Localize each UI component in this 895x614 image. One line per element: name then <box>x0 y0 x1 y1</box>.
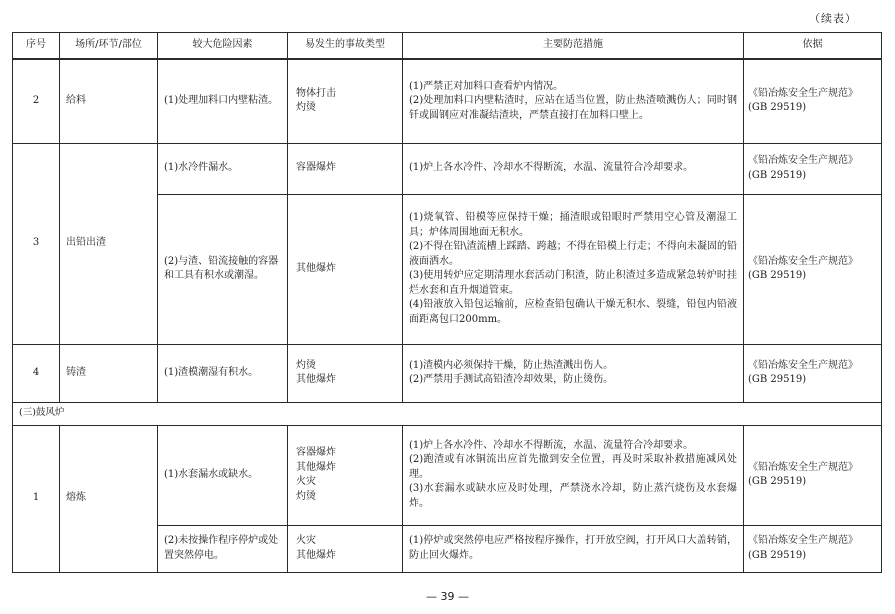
row-basis: 《铅冶炼安全生产规范》(GB 29519) <box>744 194 882 344</box>
measure-item: (3)使用转炉应定期清理水套活动门积渣，防止积渣过多造成紧急转炉时挂烂水套和直升烟道管束。 <box>409 270 737 296</box>
row-measures <box>403 344 744 402</box>
row-measures <box>403 143 744 194</box>
table-header-row <box>13 33 882 60</box>
row-accident <box>288 59 403 143</box>
header-accident: 易发生的事故类型 <box>288 33 403 60</box>
measure-item: (4)铅液放入铅包运输前，应检查铅包确认干燥无积水、裂缝，铅包内铅液面距离包口200mm。 <box>409 299 737 325</box>
measure-item: (2)严禁用手测试高铅渣冷却效果，防止烫伤。 <box>409 374 614 385</box>
accident-type: 其他爆炸 <box>296 262 336 274</box>
row-measures <box>403 59 744 143</box>
accident-type: 容器爆炸 <box>296 162 336 174</box>
row-basis: 《铅冶炼安全生产规范》(GB 29519) <box>744 59 882 143</box>
continued-label: （续表） <box>809 12 857 25</box>
row-measures <box>403 194 744 344</box>
row-basis: 《铅冶炼安全生产规范》(GB 29519) <box>744 344 882 402</box>
section-row <box>13 402 882 425</box>
measure-item: (1)渣模内必须保持干燥，防止热渣溅出伤人。 <box>409 359 614 371</box>
measure-item: (2)跑渣或有冰铜流出应首先撤到安全位置，再及时采取补救措施减风处理。 <box>409 454 737 480</box>
accident-type: 其他爆炸 <box>296 374 336 385</box>
table-row <box>13 143 882 194</box>
section-title: (三)鼓风炉 <box>13 402 882 425</box>
row-accident <box>288 525 403 572</box>
row-place: 出铅出渣 <box>60 143 158 344</box>
hazard-table <box>12 32 882 573</box>
row-accident <box>288 425 403 525</box>
header-basis: 依据 <box>744 33 882 60</box>
row-hazard: (2)与渣、铅流接触的容器和工具有积水或潮湿。 <box>158 194 288 344</box>
row-hazard: (1)水冷件漏水。 <box>158 143 288 194</box>
header-place: 场所/环节/部位 <box>60 33 158 60</box>
row-number: 3 <box>13 143 60 344</box>
row-basis: 《铅冶炼安全生产规范》(GB 29519) <box>744 143 882 194</box>
measure-item: (2)不得在铅\渣流槽上踩踏、跨越；不得在铅模上行走；不得向未凝固的铅液面洒水。 <box>409 241 737 267</box>
accident-type: 灼烫 <box>296 359 316 371</box>
row-place: 铸渣 <box>60 344 158 402</box>
accident-type: 灼烫 <box>296 102 316 114</box>
row-number: 2 <box>13 59 60 143</box>
page-number: — 39 — <box>426 590 469 603</box>
table-row <box>13 59 882 143</box>
measure-item: (2)处理加料口内壁粘渣时，应站在适当位置，防止热渣喷溅伤人；同时钢钎或圆钢应对准凝结渣块，严禁直接打在加料口壁上。 <box>409 95 737 121</box>
measure-item: (1)烧氧管、铅模等应保持干燥；捅渣眼或铅眼时严禁用空心管及潮湿工具；炉体周围地面无积水。 <box>409 212 737 238</box>
row-hazard: (2)未按操作程序停炉或处置突然停电。 <box>158 525 288 572</box>
row-basis: 《铅冶炼安全生产规范》(GB 29519) <box>744 425 882 525</box>
row-place: 熔炼 <box>60 425 158 572</box>
header-hazard: 较大危险因素 <box>158 33 288 60</box>
accident-type: 火灾 <box>296 476 316 487</box>
header-no: 序号 <box>13 33 60 60</box>
row-number: 1 <box>13 425 60 572</box>
row-number: 4 <box>13 344 60 402</box>
accident-type: 物体打击 <box>296 87 336 99</box>
table-row <box>13 344 882 402</box>
measure-item: (3)水套漏水或缺水应及时处理，严禁浇水冷却，防止蒸汽烧伤及水套爆炸。 <box>409 483 737 509</box>
accident-type: 其他爆炸 <box>296 461 336 473</box>
measure-item: (1)停炉或突然停电应严格按程序操作，打开放空阀，打开风口大盖转销，防止回火爆炸。 <box>409 535 737 561</box>
table-row <box>13 425 882 525</box>
row-basis: 《铅冶炼安全生产规范》(GB 29519) <box>744 525 882 572</box>
accident-type: 灼烫 <box>296 490 316 502</box>
measure-item: (1)严禁正对加料口查看炉内情况。 <box>409 80 564 92</box>
header-measures: 主要防范措施 <box>403 33 744 60</box>
row-place: 给料 <box>60 59 158 143</box>
measure-item: (1)炉上各水冷件、冷却水不得断流，水温、流量符合冷却要求。 <box>409 439 694 451</box>
row-hazard: (1)处理加料口内壁粘渣。 <box>158 59 288 143</box>
row-hazard: (1)渣模潮湿有积水。 <box>158 344 288 402</box>
row-accident <box>288 143 403 194</box>
row-hazard: (1)水套漏水或缺水。 <box>158 425 288 525</box>
row-measures <box>403 425 744 525</box>
row-accident <box>288 344 403 402</box>
row-measures <box>403 525 744 572</box>
row-accident <box>288 194 403 344</box>
accident-type: 其他爆炸 <box>296 549 336 561</box>
accident-type: 火灾 <box>296 535 316 546</box>
measure-item: (1)炉上各水冷件、冷却水不得断流，水温、流量符合冷却要求。 <box>409 162 694 174</box>
accident-type: 容器爆炸 <box>296 447 336 458</box>
